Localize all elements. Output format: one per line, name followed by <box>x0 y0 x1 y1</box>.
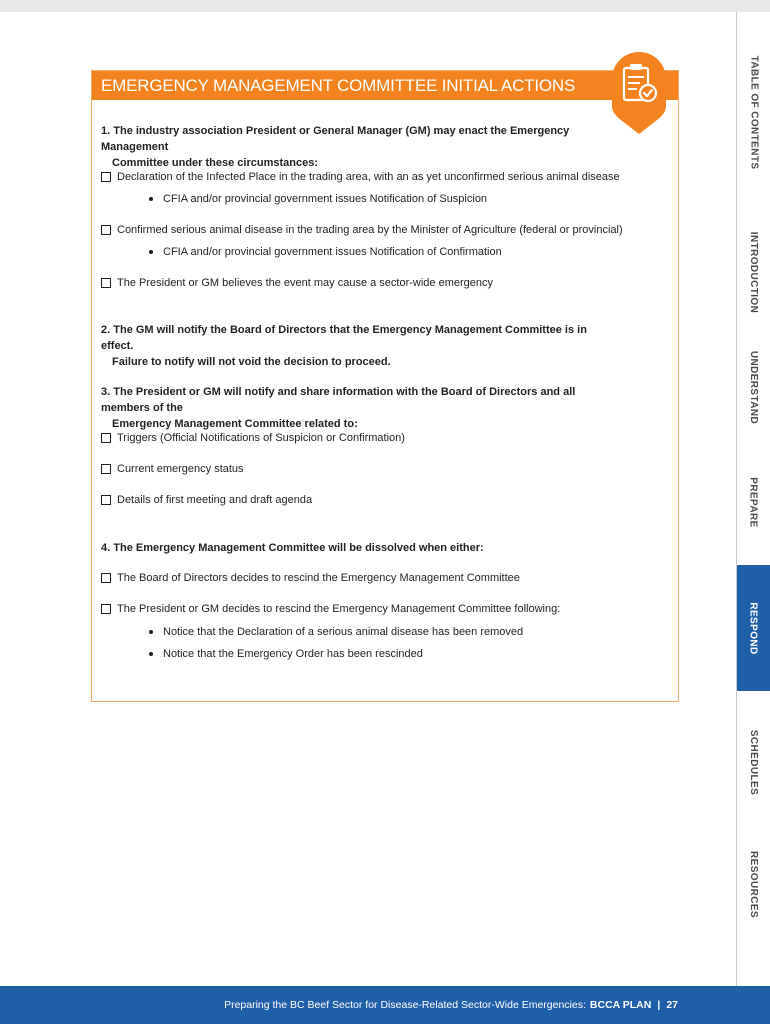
checkbox[interactable] <box>101 464 111 474</box>
bullet-item <box>149 246 502 258</box>
bullet-text: CFIA and/or provincial government issues Notification of Suspicion <box>163 193 488 205</box>
bullet-dot <box>149 630 153 634</box>
checklist-item-label: The Board of Directors decides to rescind the Emergency Management Committee <box>117 572 520 584</box>
footer-plan: BCCA PLAN <box>589 999 652 1011</box>
checklist-item[interactable] <box>101 603 560 615</box>
question-text: The President or GM will notify and share information with the Board of Directors and all members of the <box>101 386 576 414</box>
tab-table-of-contents[interactable] <box>737 12 770 212</box>
checkbox[interactable] <box>101 278 111 288</box>
tab-understand[interactable] <box>737 317 770 457</box>
question-3 <box>101 384 621 432</box>
bullet-item <box>149 626 523 638</box>
tab-label: SCHEDULES <box>748 729 759 795</box>
bullet-dot <box>149 652 153 656</box>
question-text-cont: Failure to notify will not void the decision to proceed. <box>112 356 391 368</box>
checklist-item-label: The President or GM believes the event may cause a sector-wide emergency <box>117 277 494 289</box>
question-text-cont: Committee under these circumstances: <box>112 157 319 169</box>
section-sidebar <box>737 12 770 986</box>
checklist-item[interactable] <box>101 572 520 584</box>
checkbox[interactable] <box>101 573 111 583</box>
footer-separator: | <box>657 999 661 1011</box>
checkbox[interactable] <box>101 172 111 182</box>
question-text: The GM will notify the Board of Directors that the Emergency Management Committee is in effect. <box>101 324 587 352</box>
question-text-cont: Emergency Management Committee related to: <box>112 418 358 430</box>
tab-label: RESOURCES <box>748 850 760 918</box>
checklist-item[interactable] <box>101 171 620 183</box>
question-text: The Emergency Management Committee will be dissolved when either: <box>113 542 484 554</box>
bullet-item <box>149 648 423 660</box>
checklist-item-label: Triggers (Official Notifications of Suspicion or Confirmation) <box>117 432 405 444</box>
tab-label: PREPARE <box>748 476 759 528</box>
tab-label: UNDERSTAND <box>748 350 760 424</box>
bullet-dot <box>149 197 153 201</box>
tab-resources[interactable] <box>737 834 770 934</box>
box-title: EMERGENCY MANAGEMENT COMMITTEE INITIAL ACTIONS <box>101 75 576 95</box>
checklist-item[interactable] <box>101 494 312 506</box>
footer-text: Preparing the BC Beef Sector for Disease-Related Sector-Wide Emergencies: <box>224 999 586 1011</box>
question-4 <box>101 540 621 556</box>
question-number: 2. <box>101 324 111 336</box>
checklist-item-label: Declaration of the Infected Place in the trading area, with an as yet unconfirmed serious animal disease <box>117 171 620 183</box>
checklist-item-label: Current emergency status <box>117 463 244 475</box>
question-number: 1. <box>101 125 111 137</box>
question-number: 4. <box>101 542 111 554</box>
tab-respond[interactable] <box>737 565 770 691</box>
bullet-text: CFIA and/or provincial government issues Notification of Confirmation <box>163 246 502 258</box>
page-footer <box>0 986 770 1024</box>
bullet-text: Notice that the Emergency Order has been rescinded <box>163 648 423 660</box>
checklist-item[interactable] <box>101 463 244 475</box>
checklist-item-label: Details of first meeting and draft agenda <box>117 494 313 506</box>
bullet-item <box>149 193 487 205</box>
question-2 <box>101 322 621 370</box>
checklist-item[interactable] <box>101 277 493 289</box>
bullet-dot <box>149 250 153 254</box>
checklist-item-label: The President or GM decides to rescind the Emergency Management Committee following: <box>117 603 561 615</box>
page-number: 27 <box>666 999 678 1011</box>
checkbox[interactable] <box>101 433 111 443</box>
tab-prepare[interactable] <box>737 452 770 552</box>
checkbox[interactable] <box>101 604 111 614</box>
tab-label: TABLE OF CONTENTS <box>748 55 759 169</box>
tab-label: RESPOND <box>748 601 760 655</box>
checklist-item[interactable] <box>101 432 405 444</box>
question-text: The industry association President or General Manager (GM) may enact the Emergency Management <box>101 125 570 153</box>
bullet-text: Notice that the Declaration of a serious animal disease has been removed <box>163 626 524 638</box>
question-number: 3. <box>101 386 111 398</box>
checkbox[interactable] <box>101 225 111 235</box>
tab-label: INTRODUCTION <box>748 231 759 313</box>
box-header <box>92 71 678 100</box>
tab-schedules[interactable] <box>737 712 770 812</box>
checklist-item[interactable] <box>101 224 623 236</box>
question-1 <box>101 123 621 171</box>
checkbox[interactable] <box>101 495 111 505</box>
top-strip <box>0 0 770 12</box>
checklist-item-label: Confirmed serious animal disease in the trading area by the Minister of Agriculture (federal or provincial) <box>117 224 623 236</box>
